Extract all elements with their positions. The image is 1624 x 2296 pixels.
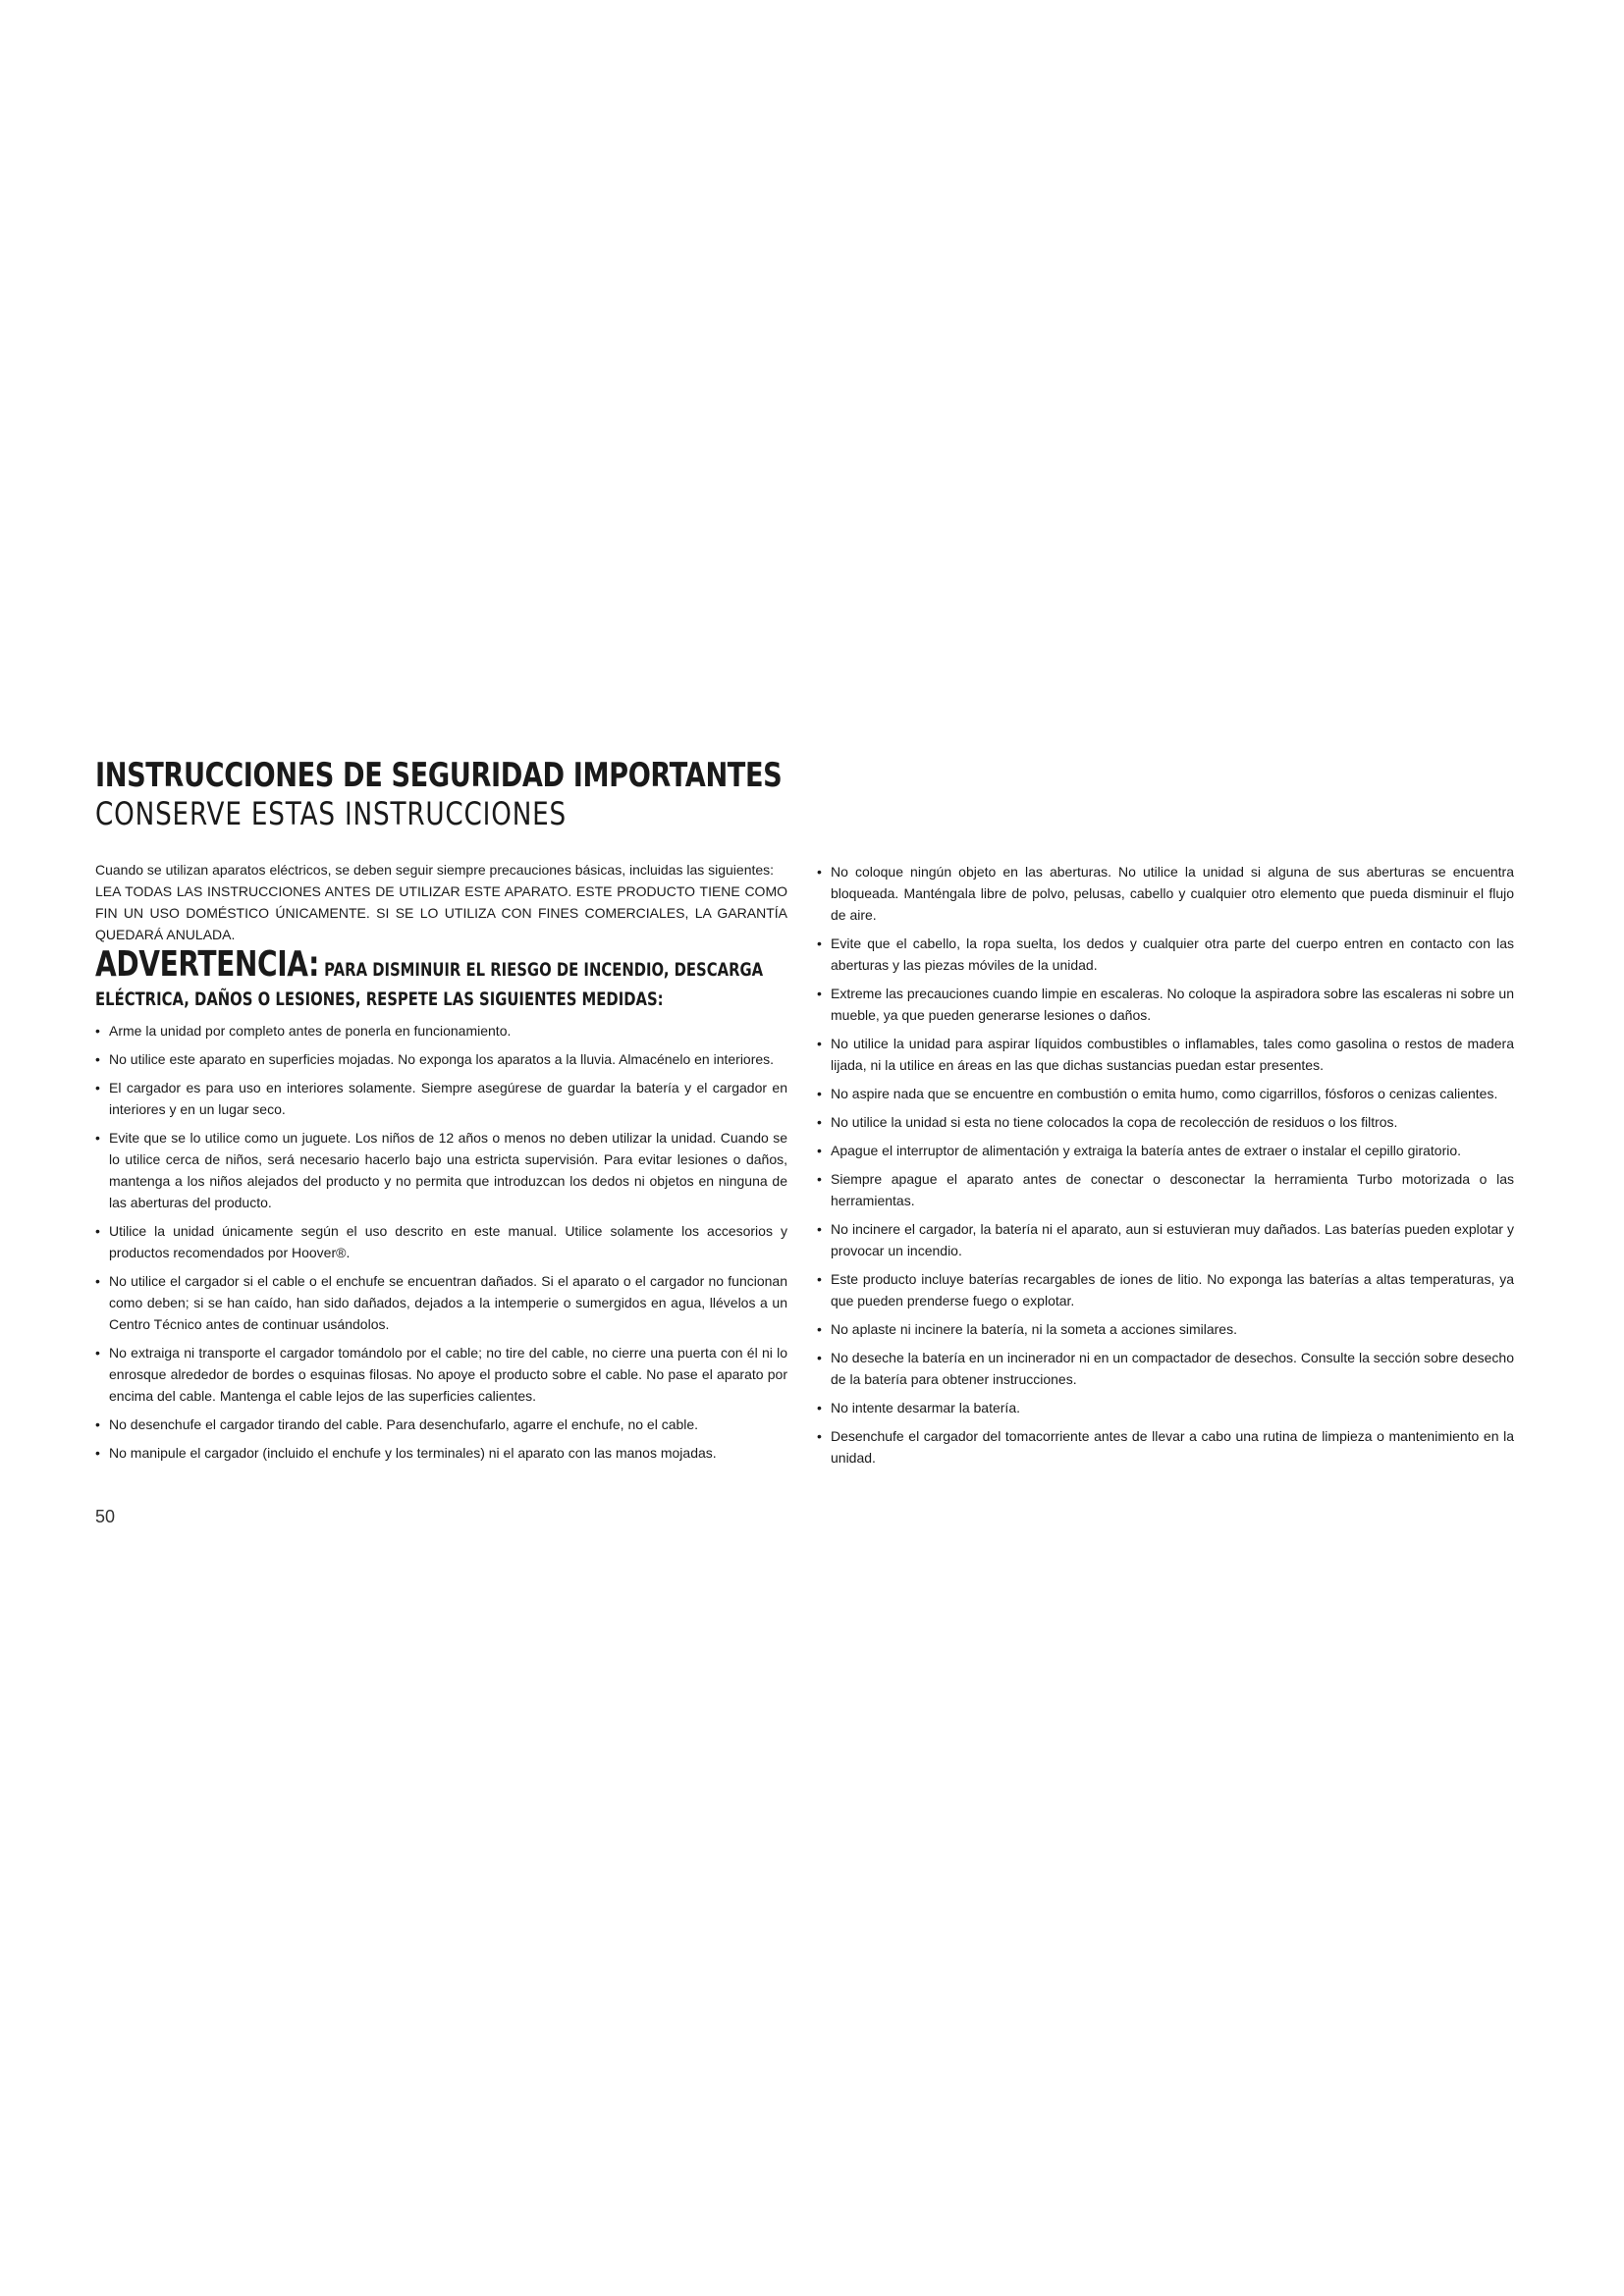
left-safety-list <box>95 1020 787 1464</box>
list-item: • El cargador es para uso en interiores solamente. Siempre asegúrese de guardar la batería y el cargador en interiores y en un lugar seco. <box>95 1077 787 1120</box>
right-column <box>817 861 1514 1475</box>
list-item: • No desenchufe el cargador tirando del cable. Para desenchufarlo, agarre el enchufe, no el cable. <box>95 1414 787 1435</box>
list-item: • Este producto incluye baterías recargables de iones de litio. No exponga las baterías a altas temperaturas, ya que pueden prenderse fuego o explotar. <box>817 1268 1514 1311</box>
list-item: • Arme la unidad por completo antes de ponerla en funcionamiento. <box>95 1020 787 1041</box>
list-item: • No extraiga ni transporte el cargador tomándolo por el cable; no tire del cable, no cierre una puerta con él ni lo enrosque alrededor de bordes o esquinas filosas. No apoye el producto sobre el cable. No pase el aparato por encima del cable. Mantenga el cable lejos de las superficies calientes. <box>95 1342 787 1407</box>
list-item: • Evite que se lo utilice como un juguete. Los niños de 12 años o menos no deben utilizar la unidad. Cuando se lo utilice cerca de niños, será necesario hacerlo bajo una estricta supervisión. Para evitar lesiones o daños, mantenga a los niños alejados del producto y no permita que introduzcan los dedos ni objetos en ninguna de las aberturas del producto. <box>95 1127 787 1213</box>
intro-uppercase-text: LEA TODAS LAS INSTRUCCIONES ANTES DE UTILIZAR ESTE APARATO. ESTE PRODUCTO TIENE COMO FIN UN USO DOMÉSTICO ÚNICAMENTE. SI SE LO UTILIZA CON FINES COMERCIALES, LA GARANTÍA QUEDARÁ ANULADA. <box>95 883 787 942</box>
list-item: • Apague el interruptor de alimentación y extraiga la batería antes de extraer o instalar el cepillo giratorio. <box>817 1140 1514 1161</box>
right-safety-list <box>817 861 1514 1468</box>
list-item: • Utilice la unidad únicamente según el uso descrito en este manual. Utilice solamente los accesorios y productos recomendados por Hoover®. <box>95 1220 787 1263</box>
list-item: • Siempre apague el aparato antes de conectar o desconectar la herramienta Turbo motorizada o las herramientas. <box>817 1168 1514 1211</box>
list-item: • No utilice la unidad si esta no tiene colocados la copa de recolección de residuos o los filtros. <box>817 1111 1514 1133</box>
list-item: • Evite que el cabello, la ropa suelta, los dedos y cualquier otra parte del cuerpo entren en contacto con las aberturas y las piezas móviles de la unidad. <box>817 933 1514 976</box>
warning-line-2 <box>95 985 664 1014</box>
warning-word: ADVERTENCIA: <box>95 944 320 985</box>
list-item: • No utilice este aparato en superficies mojadas. No exponga los aparatos a la lluvia. Almacénelo en interiores. <box>95 1048 787 1070</box>
list-item: • No intente desarmar la batería. <box>817 1397 1514 1418</box>
intro-paragraph <box>95 859 787 945</box>
page-number: 50 <box>95 1507 116 1526</box>
left-column <box>95 859 787 1470</box>
intro-text: Cuando se utilizan aparatos eléctricos, se deben seguir siempre precauciones básicas, incluidas las siguientes: <box>95 862 775 878</box>
list-item: • No aspire nada que se encuentre en combustión o emita humo, como cigarrillos, fósforos o cenizas calientes. <box>817 1083 1514 1104</box>
warning-text-1: PARA DISMINUIR EL RIESGO DE INCENDIO, DESCARGA <box>324 959 764 981</box>
list-item: • No coloque ningún objeto en las aberturas. No utilice la unidad si alguna de sus aberturas se encuentra bloqueada. Manténgala libre de polvo, pelusas, cabello y cualquier otro elemento que pueda disminuir el flujo de aire. <box>817 861 1514 926</box>
warning-line-1 <box>95 944 764 985</box>
list-item: • No manipule el cargador (incluido el enchufe y los terminales) ni el aparato con las manos mojadas. <box>95 1442 787 1464</box>
list-item: • Extreme las precauciones cuando limpie en escaleras. No coloque la aspiradora sobre las escaleras ni sobre un mueble, ya que pueden generarse lesiones o daños. <box>817 983 1514 1026</box>
page-subtitle: CONSERVE ESTAS INSTRUCCIONES <box>95 795 568 832</box>
list-item: • No aplaste ni incinere la batería, ni la someta a acciones similares. <box>817 1318 1514 1340</box>
page-title: INSTRUCCIONES DE SEGURIDAD IMPORTANTES <box>95 756 783 795</box>
list-item: • No utilice el cargador si el cable o el enchufe se encuentran dañados. Si el aparato o el cargador no funcionan como deben; si se han caído, han sido dañados, dejados a la intemperie o sumergidos en agua, llévelos a un Centro Técnico antes de continuar usándolos. <box>95 1270 787 1335</box>
warning-heading <box>95 944 787 1014</box>
list-item: • Desenchufe el cargador del tomacorriente antes de llevar a cabo una rutina de limpieza o mantenimiento en la unidad. <box>817 1425 1514 1468</box>
list-item: • No deseche la batería en un incinerador ni en un compactador de desechos. Consulte la sección sobre desecho de la batería para obtener instrucciones. <box>817 1347 1514 1390</box>
list-item: • No incinere el cargador, la batería ni el aparato, aun si estuvieran muy dañados. Las baterías pueden explotar y provocar un incendio. <box>817 1218 1514 1261</box>
list-item: • No utilice la unidad para aspirar líquidos combustibles o inflamables, tales como gasolina o restos de madera lijada, ni la utilice en áreas en las que dichas sustancias puedan estar presentes. <box>817 1033 1514 1076</box>
warning-text-2: ELÉCTRICA, DAÑOS O LESIONES, RESPETE LAS SIGUIENTES MEDIDAS: <box>95 988 664 1010</box>
